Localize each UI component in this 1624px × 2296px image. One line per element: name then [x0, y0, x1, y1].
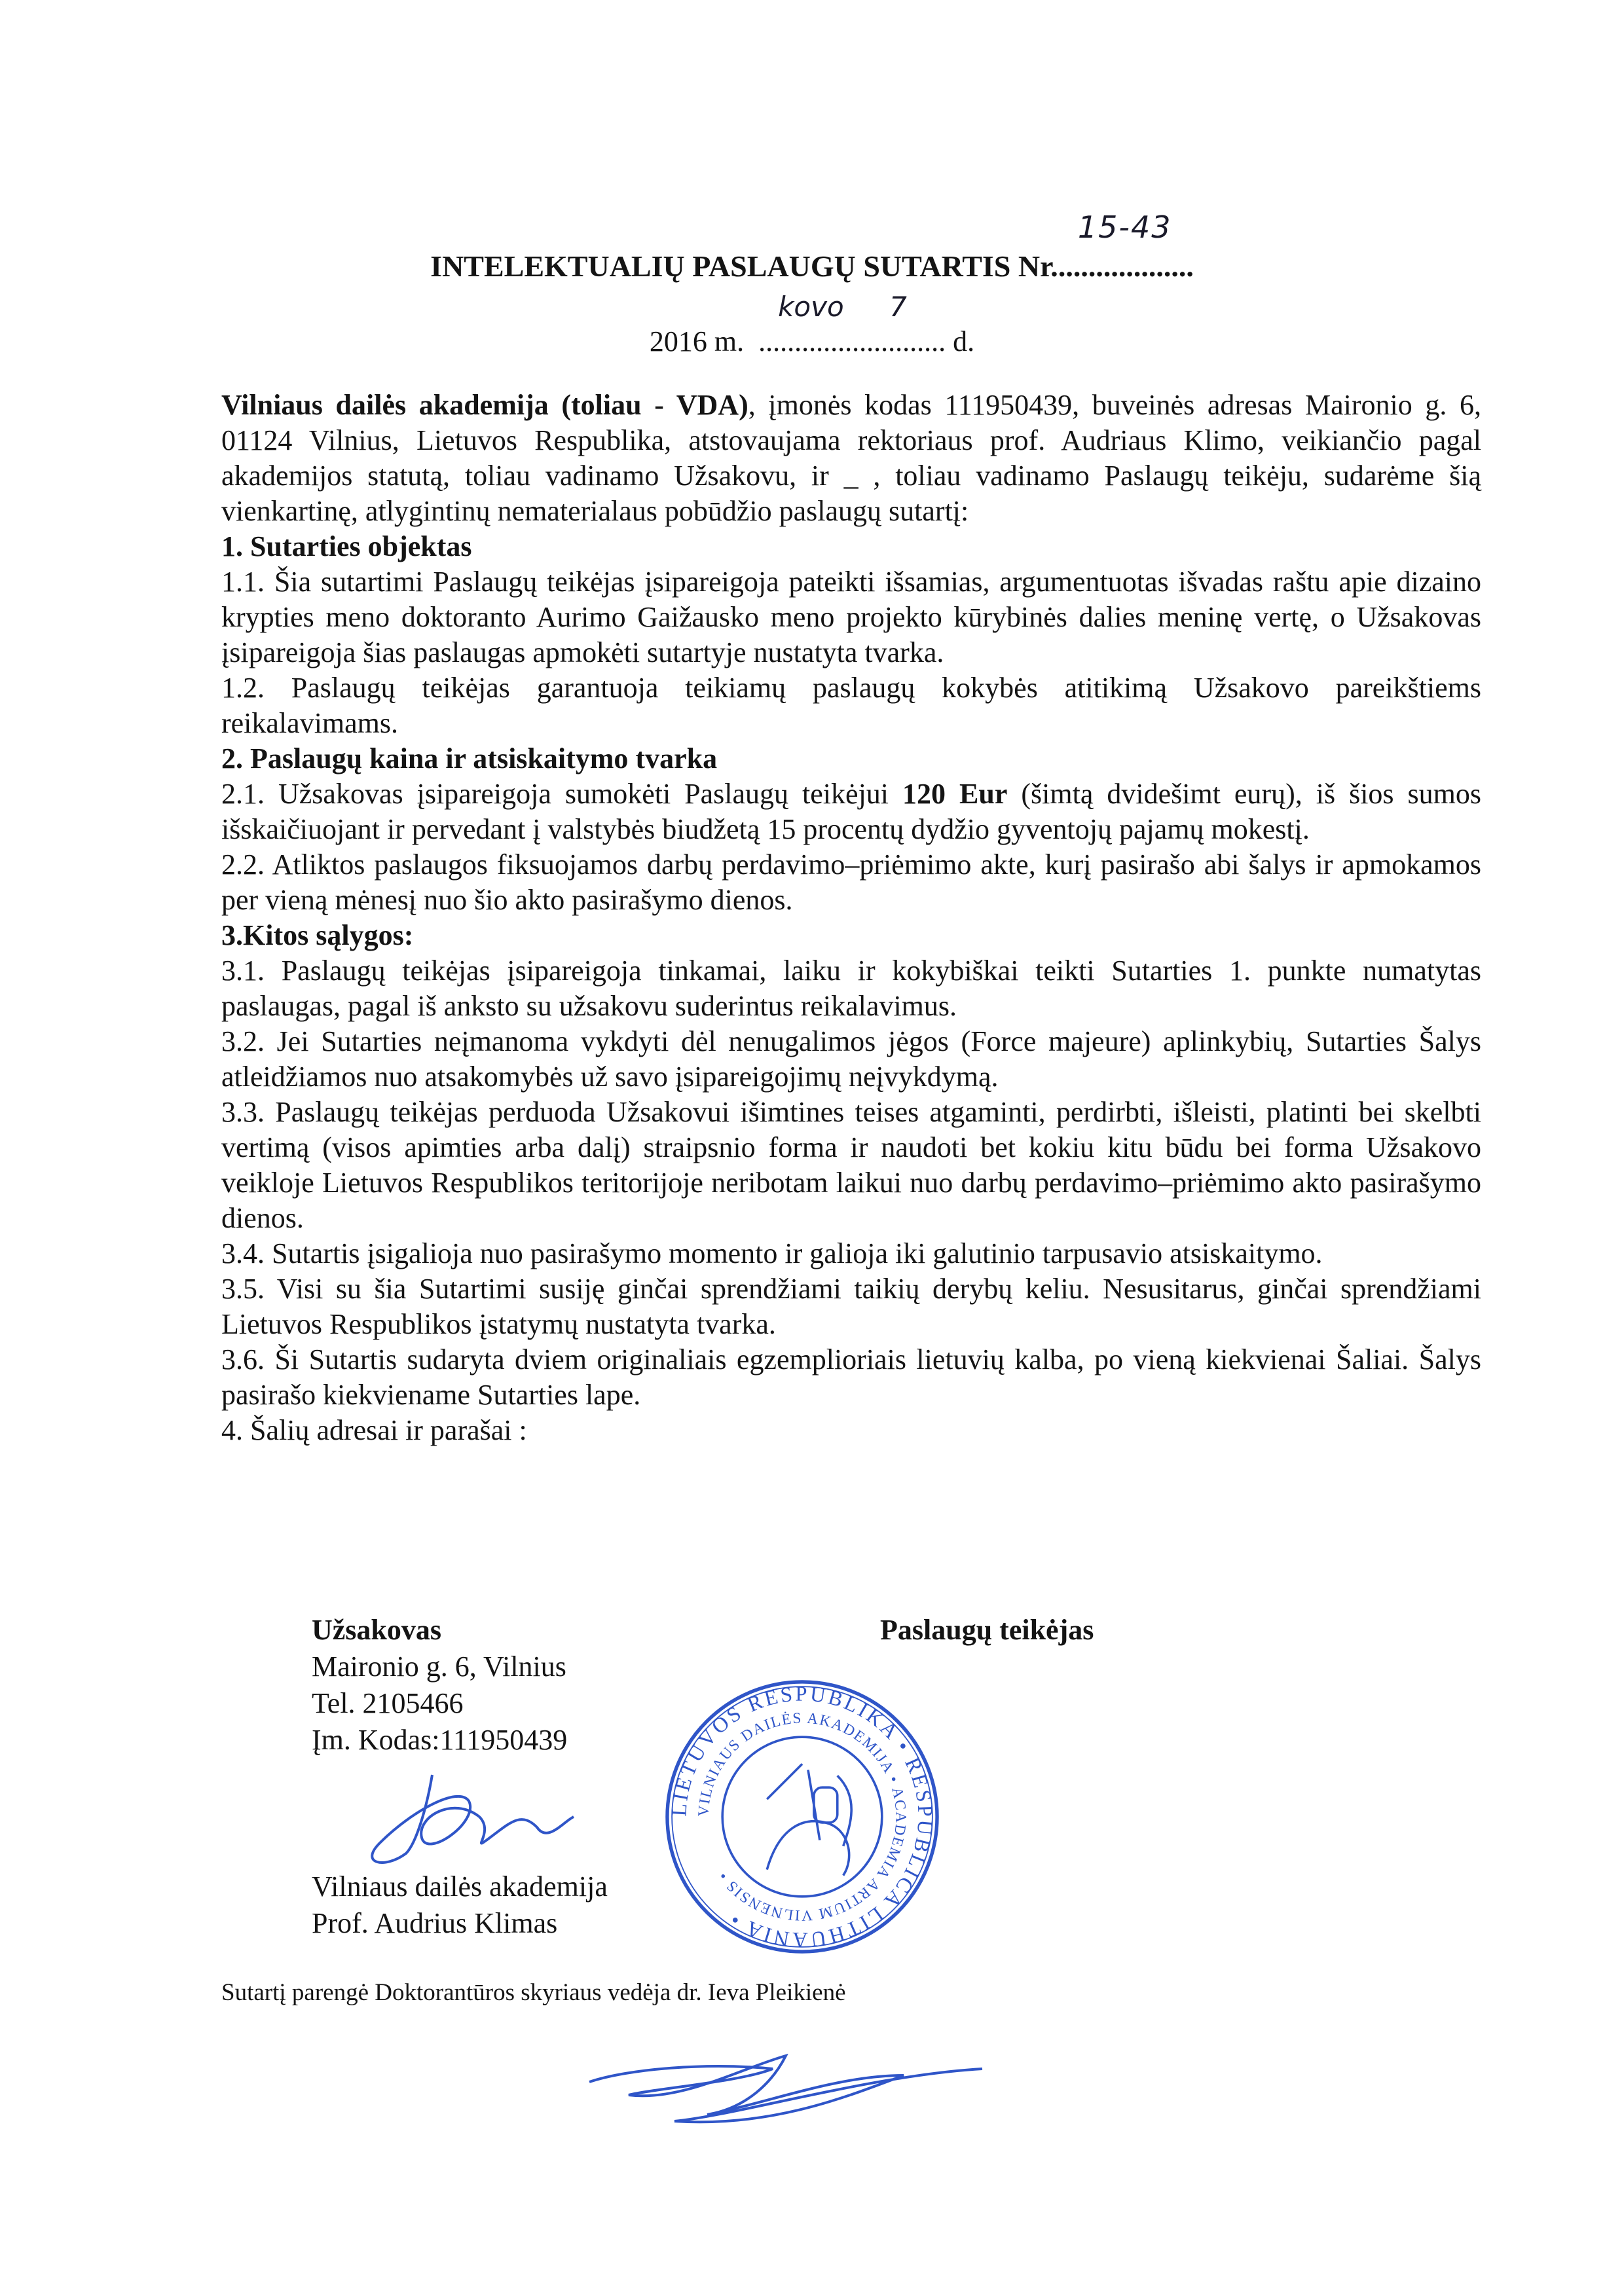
- clause-text: 2.1. Užsakovas įsipareigoja sumokėti Paslaugų teikėjui: [221, 778, 903, 810]
- stamp-inner-text: VILNIAUS DAILĖS AKADEMIJA • ACADEMIA ARTIUM VILNENSIS •: [695, 1709, 910, 1924]
- date-field: [758, 291, 946, 359]
- customer-heading: Užsakovas: [312, 1614, 442, 1646]
- date-dots: ..........................: [758, 325, 946, 357]
- clause: 3.3. Paslaugų teikėjas perduoda Užsakovui išimtines teises atgaminti, perdirbti, išleisti, platinti bei skelbti vertimą (visos apimties arba dalį) straipsnio forma ir naudoti bet kokiu kitu būdu bei forma Užsakovo veikloje Lietuvos Respublikos teritorijoje neribotam laikui nuo darbų perdavimo–priėmimo akto pasirašymo dienos.: [221, 1096, 1481, 1234]
- clause: [221, 776, 1481, 847]
- title-number-field: [1058, 210, 1194, 284]
- document-date: [0, 291, 1624, 359]
- clause: 3.5. Visi su šia Sutartimi susiję ginčai sprendžiami taikių derybų keliu. Nesusitarus, ginčai sprendžiami Lietuvos Respublikos įstatymų nustatyta tvarka.: [221, 1273, 1481, 1340]
- title-text: INTELEKTUALIŲ PASLAUGŲ SUTARTIS Nr.: [430, 249, 1058, 283]
- clause: 3.6. Ši Sutartis sudaryta dviem originaliais egzemplioriais lietuvių kalba, po vieną kiekvienai Šaliai. Šalys pasirašo kiekviename Sutarties lape.: [221, 1343, 1481, 1411]
- intro-text: , įmonės kodas 111950439, buveinės adresas Maironio g. 6, 01124 Vilnius, Lietuvos Respublika, atstovaujama rektoriaus prof. Audriaus Klimo, veikiančio pagal akademijos statutą, toliau vadinamo Užsakovu, ir _ , toliau vadinamo Paslaugų teikėju, sudarėme šią vienkartinę, atlygintinų nematerialaus pobūdžio paslaugų sutartį:: [221, 389, 1482, 527]
- customer-address: Maironio g. 6, Vilnius: [312, 1650, 566, 1683]
- clause: 3.4. Sutartis įsigalioja nuo pasirašymo momento ir galioja iki galutinio tarpusavio atsiskaitymo.: [221, 1237, 1323, 1269]
- section-heading: 3.Kitos sąlygos:: [221, 919, 414, 951]
- prepared-by-note: Sutartį parengė Doktorantūros skyriaus vedėja dr. Ieva Pleikienė: [221, 1979, 846, 2006]
- intro-paragraph: [221, 388, 1481, 529]
- customer-org: Vilniaus dailės akademija: [312, 1870, 608, 1903]
- clause-text: (šimtą dvidešimt eurų), iš šios sumos išskaičiuojant ir pervedant į valstybės biudžetą 15 procentų dydžio gyventojų pajamų mokestį.: [221, 778, 1482, 845]
- customer-code: Įm. Kodas:111950439: [312, 1724, 568, 1756]
- section-heading: 2. Paslaugų kaina ir atsiskaitymo tvarka: [221, 742, 718, 774]
- provider-heading: Paslaugų teikėjas: [880, 1614, 1094, 1646]
- document-title: [0, 210, 1624, 284]
- preparer-signature: [576, 2043, 995, 2134]
- amount: 120 Eur: [902, 778, 1008, 810]
- clause: 2.2. Atliktos paslaugos fiksuojamos darbų perdavimo–priėmimo akte, kurį pasirašo abi šalys ir apmokamos per vieną mėnesį nuo šio akto pasirašymo dienos.: [221, 848, 1481, 916]
- svg-text:VILNIAUS DAILĖS AKADEMIJA • AC: [695, 1710, 909, 1924]
- contract-body: [221, 388, 1481, 1448]
- day-handwritten: 7: [889, 291, 907, 323]
- closing-line: 4. Šalių adresai ir parašai :: [221, 1414, 527, 1446]
- party-name: Vilniaus dailės akademija (toliau - VDA): [221, 389, 748, 421]
- contract-number-handwritten: 15-43: [1077, 210, 1172, 245]
- date-suffix: d.: [953, 325, 975, 357]
- clause: 3.2. Jei Sutarties neįmanoma vykdyti dėl nenugalimos jėgos (Force majeure) aplinkybių, Sutarties Šalys atleidžiamos nuo atsakomybės už savo įsipareigojimų neįvykdymą.: [221, 1025, 1481, 1093]
- clause: 1.2. Paslaugų teikėjas garantuoja teikiamų paslaugų kokybės atitikimą Užsakovo pareikštiems reikalavimams.: [221, 672, 1481, 739]
- official-stamp: [661, 1676, 943, 1958]
- customer-phone: Tel. 2105466: [312, 1687, 464, 1719]
- title-dots: ..................: [1058, 249, 1194, 283]
- customer-signature: [334, 1764, 635, 1869]
- clause: 3.1. Paslaugų teikėjas įsipareigoja tinkamai, laiku ir kokybiškai teikti Sutarties 1. punkte numatytas paslaugas, pagal iš anksto su užsakovu suderintus reikalavimus.: [221, 955, 1481, 1022]
- month-handwritten: kovo: [778, 291, 844, 323]
- stamp-outer-text: LIETUVOS RESPUBLIKA • RESPUBLICA LITHUANIA •: [667, 1681, 938, 1952]
- section-heading: 1. Sutarties objektas: [221, 530, 472, 562]
- clause: 1.1. Šia sutartimi Paslaugų teikėjas įsipareigoja pateikti išsamias, argumentuotas išvadas raštu apie dizaino krypties meno doktoranto Aurimo Gaižausko meno projekto kūrybinės dalies meninę vertę, o Užsakovas įsipareigoja šias paslaugas apmokėti sutartyje nustatyta tvarka.: [221, 566, 1481, 668]
- customer-signatory: Prof. Audrius Klimas: [312, 1907, 558, 1939]
- date-year: 2016 m.: [649, 325, 745, 357]
